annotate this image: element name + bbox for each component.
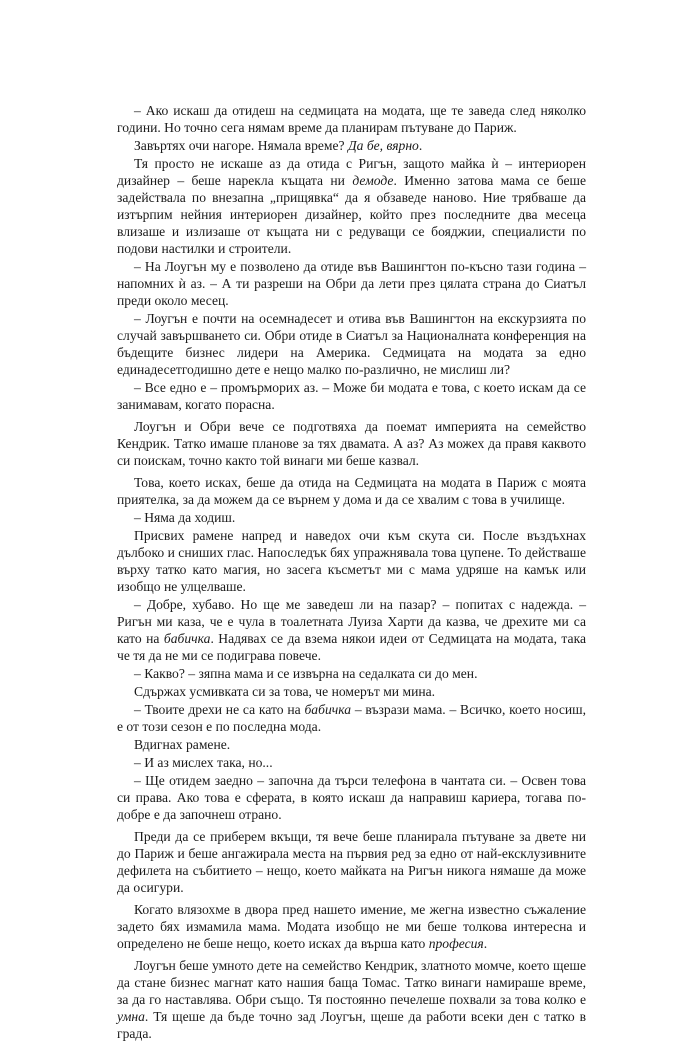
text-run: – Все едно е – промърморих аз. – Може би модата е това, с което искам да се занимавам, когато порасна. [117,380,586,412]
paragraph [117,701,586,735]
page-body [117,102,586,1043]
italic-run: бабичка [163,631,211,646]
paragraph [117,596,586,664]
italic-run: професия [428,936,484,951]
text-run: Лоугън и Обри вече се подготвяха да поемат империята на семейство Кендрик. Татко имаше планове за тях двамата. А аз? Аз можех да правя каквото си поискам, точно както той винаги ми беше казвал. [117,419,586,468]
paragraph [117,137,586,154]
paragraph [117,310,586,378]
text-run: . [483,936,488,951]
text-run: – Твоите дрехи не са като на [134,702,305,717]
paragraph [117,258,586,309]
text-run: – Няма да ходиш. [134,510,236,525]
paragraph [117,509,586,526]
paragraph [117,665,586,682]
paragraph [117,772,586,823]
text-run: Тя просто не искаше аз да отида с Ригън, защото майка ѝ – интериорен дизайнер – беше нарекла къщата ни [117,156,586,188]
text-run: Това, което исках, беше да отида на Седмицата на модата в Париж с моята приятелка, за да можем да се върнем у дома и да се хвалим с това в училище. [117,475,586,507]
italic-run: бабичка [304,702,352,717]
paragraph [117,828,586,896]
paragraph [117,957,586,1042]
text-run: – възрази мама. – Всичко, което носиш, е от този сезон е по последна мода. [117,702,586,734]
paragraph [117,736,586,753]
italic-run: демоде [352,173,394,188]
text-run: – Ако искаш да отидеш на седмицата на модата, ще те заведа след няколко години. Но точно сега нямам време да планирам пътуване до Париж. [117,103,586,135]
italic-run: умна [117,1009,145,1024]
text-run: – Какво? – зяпна мама и се извърна на седалката си до мен. [134,666,478,681]
text-run: – На Лоугън му е позволено да отиде във Вашингтон по-късно тази година – напомних ѝ аз. – А ти разреши на Обри да лети през цялата страна до Сиатъл преди около месец. [117,259,586,308]
text-run: Сдържах усмивката си за това, че номерът ми мина. [134,684,436,699]
paragraph [117,379,586,413]
paragraph [117,901,586,952]
paragraph [117,754,586,771]
text-run: . Надявах се да взема някои идеи от Седмицата на модата, така че тя да не ми се подиграва повече. [117,631,586,663]
italic-run: Да бе, вярно [347,138,419,153]
paragraph [117,527,586,595]
paragraph [117,474,586,508]
text-run: – Добре, хубаво. Но ще ме заведеш ли на пазар? – попитах с надежда. – Ригън ми каза, че е чула в тоалетната Луиза Харти да казва, че дрехите ми са като на [117,597,586,646]
text-run: . Именно затова мама се беше задействала по внезапна „прищявка“ да я обзаведе наново. Ние трябваше да изтърпим нейния интериорен дизайнер, който през последните два месеца влизаше и излизаше от къщата ни с редуващи се бояджии, специалисти по подови настилки и строители. [117,173,587,256]
text-run: Лоугън беше умното дете на семейство Кендрик, златното момче, което щеше да стане бизнес магнат като нашия баща Томас. Татко винаги намираше време, за да го наставлява. Обри също. Тя постоянно печелеше похвали за това колко е [117,958,586,1007]
text-run: . [418,138,423,153]
paragraph [117,418,586,469]
text-run: Когато влязохме в двора пред нашето имение, ме жегна известно съжаление задето бях измамила мама. Модата изобщо не ми беше толкова интересна и определено не беше нещо, което исках да върша като [117,902,586,951]
text-run: Вдигнах рамене. [134,737,231,752]
text-run: Присвих рамене напред и наведох очи към скута си. После въздъхнах дълбоко и сниших глас. Напоследък бях упражнявала това цупене. То действаше върху татко като магия, но засега късметът ми с мама удряше на камък или изобщо не улцелваше. [117,528,586,594]
text-run: – И аз мислех така, но... [134,755,273,770]
paragraph [117,683,586,700]
paragraph [117,155,586,257]
paragraph [117,102,586,136]
text-run: . Тя щеше да бъде точно зад Лоугън, щеше да работи всеки ден с татко в града. [117,1009,586,1041]
text-run: Завъртях очи нагоре. Нямала време? [134,138,348,153]
text-run: Преди да се приберем вкъщи, тя вече беше планирала пътуване за двете ни до Париж и беше ангажирала места на първия ред за едно от най-ексклузивните дефилета на събитието – нещо, което майката на Ригън никога нямаше да може да осигури. [117,829,586,895]
text-run: – Ще отидем заедно – започна да търси телефона в чантата си. – Освен това си права. Ако това е сферата, в която искаш да направиш кариера, тогава по-добре е да започнеш отрано. [117,773,586,822]
text-run: – Лоугън е почти на осемнадесет и отива във Вашингтон на екскурзията по случай завършването си. Обри отиде в Сиатъл за Националната конференция на бъдещите бизнес лидери на Америка. Седмицата на модата за едно единадесетгодишно дете е нещо малко по-различно, не мислиш ли? [117,311,586,377]
